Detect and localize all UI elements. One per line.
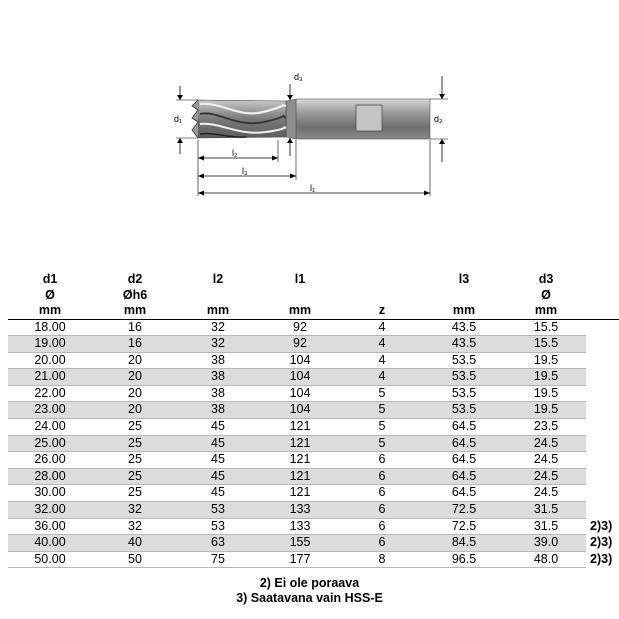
table-cell: 28.00 bbox=[8, 468, 92, 485]
table-cell: 43.5 bbox=[422, 319, 506, 336]
table-cell: 6 bbox=[342, 518, 422, 535]
column-header-sym: Øh6 bbox=[122, 287, 148, 302]
table-cell: 25 bbox=[92, 452, 178, 469]
row-note bbox=[586, 419, 619, 436]
table-cell: 5 bbox=[342, 402, 422, 419]
row-note bbox=[586, 435, 619, 452]
table-cell: 19.5 bbox=[506, 369, 586, 386]
table-cell: 19.5 bbox=[506, 402, 586, 419]
table-cell: 53.5 bbox=[422, 385, 506, 402]
column-header-unit: mm bbox=[178, 303, 258, 319]
table-cell: 177 bbox=[258, 551, 342, 568]
table-cell: 36.00 bbox=[8, 518, 92, 535]
table-cell: 75 bbox=[178, 551, 258, 568]
row-note bbox=[586, 369, 619, 386]
column-header-name: d3 bbox=[538, 272, 554, 286]
table-cell: 38 bbox=[178, 369, 258, 386]
table-cell: 15.5 bbox=[506, 336, 586, 353]
table-cell: 4 bbox=[342, 352, 422, 369]
table-row bbox=[8, 419, 619, 436]
table-cell: 24.5 bbox=[506, 468, 586, 485]
table-cell: 96.5 bbox=[422, 551, 506, 568]
table-row bbox=[8, 402, 619, 419]
row-note: 2)3) bbox=[586, 551, 619, 568]
table-cell: 45 bbox=[178, 435, 258, 452]
table-cell: 121 bbox=[258, 468, 342, 485]
table-cell: 23.5 bbox=[506, 419, 586, 436]
table-cell: 25 bbox=[92, 468, 178, 485]
table-cell: 45 bbox=[178, 468, 258, 485]
table-cell: 25 bbox=[92, 485, 178, 502]
table-cell: 40 bbox=[92, 535, 178, 552]
table-cell: 24.5 bbox=[506, 435, 586, 452]
table-cell: 20 bbox=[92, 369, 178, 386]
table-cell: 64.5 bbox=[422, 435, 506, 452]
table-cell: 121 bbox=[258, 452, 342, 469]
table-cell: 20.00 bbox=[8, 352, 92, 369]
table-cell: 104 bbox=[258, 352, 342, 369]
row-note bbox=[586, 336, 619, 353]
header-symbol-row bbox=[8, 288, 619, 304]
table-row bbox=[8, 452, 619, 469]
row-note: 2)3) bbox=[586, 535, 619, 552]
footnote: 3) Saatavana vain HSS-E bbox=[236, 591, 383, 605]
table-cell: 53 bbox=[178, 518, 258, 535]
table-row bbox=[8, 535, 619, 552]
row-note bbox=[586, 402, 619, 419]
table-cell: 8 bbox=[342, 551, 422, 568]
table-cell: 53.5 bbox=[422, 369, 506, 386]
table-cell: 32 bbox=[178, 319, 258, 336]
table-cell: 38 bbox=[178, 385, 258, 402]
table-cell: 45 bbox=[178, 452, 258, 469]
table-cell: 53 bbox=[178, 502, 258, 519]
table-cell: 121 bbox=[258, 485, 342, 502]
table-row bbox=[8, 502, 619, 519]
table-cell: 121 bbox=[258, 419, 342, 436]
row-note: 2)3) bbox=[586, 518, 619, 535]
l2-label: l₂ bbox=[232, 148, 238, 158]
table-row bbox=[8, 369, 619, 386]
table-cell: 39.0 bbox=[506, 535, 586, 552]
table-cell: 64.5 bbox=[422, 419, 506, 436]
table-cell: 5 bbox=[342, 419, 422, 436]
table-cell: 40.00 bbox=[8, 535, 92, 552]
column-header-unit: mm bbox=[506, 303, 586, 319]
table-cell: 31.5 bbox=[506, 502, 586, 519]
table-cell: 72.5 bbox=[422, 502, 506, 519]
table-cell: 38 bbox=[178, 352, 258, 369]
table-cell: 5 bbox=[342, 435, 422, 452]
column-header-unit: mm bbox=[258, 303, 342, 319]
table-cell: 16 bbox=[92, 319, 178, 336]
table-cell: 32 bbox=[178, 336, 258, 353]
table-cell: 19.00 bbox=[8, 336, 92, 353]
table-cell: 23.00 bbox=[8, 402, 92, 419]
table-cell: 104 bbox=[258, 402, 342, 419]
row-note bbox=[586, 385, 619, 402]
table-cell: 53.5 bbox=[422, 402, 506, 419]
column-header-sym bbox=[258, 288, 342, 304]
table-cell: 155 bbox=[258, 535, 342, 552]
table-cell: 32 bbox=[92, 502, 178, 519]
table-row bbox=[8, 319, 619, 336]
column-header-sym bbox=[586, 288, 619, 304]
table-cell: 6 bbox=[342, 485, 422, 502]
neck bbox=[286, 99, 296, 139]
column-header-unit: z bbox=[342, 303, 422, 319]
table-row bbox=[8, 336, 619, 353]
table-cell: 45 bbox=[178, 485, 258, 502]
column-header-unit: mm bbox=[92, 303, 178, 319]
table-cell: 45 bbox=[178, 419, 258, 436]
table-cell: 15.5 bbox=[506, 319, 586, 336]
row-note bbox=[586, 352, 619, 369]
l1-label: l₁ bbox=[310, 183, 316, 193]
row-note bbox=[586, 319, 619, 336]
column-header-name: d2 bbox=[127, 272, 143, 286]
d2-label: d₂ bbox=[434, 114, 443, 124]
table-cell: 32.00 bbox=[8, 502, 92, 519]
table-cell: 104 bbox=[258, 369, 342, 386]
spec-table-body bbox=[8, 319, 619, 568]
table-row bbox=[8, 485, 619, 502]
column-header-sym bbox=[342, 288, 422, 304]
table-cell: 22.00 bbox=[8, 385, 92, 402]
table-cell: 18.00 bbox=[8, 319, 92, 336]
table-cell: 31.5 bbox=[506, 518, 586, 535]
table-cell: 104 bbox=[258, 385, 342, 402]
column-header-sym bbox=[178, 288, 258, 304]
table-cell: 63 bbox=[178, 535, 258, 552]
table-cell: 64.5 bbox=[422, 485, 506, 502]
row-note bbox=[586, 502, 619, 519]
table-cell: 50 bbox=[92, 551, 178, 568]
d3-label: d₃ bbox=[294, 72, 303, 82]
table-cell: 43.5 bbox=[422, 336, 506, 353]
table-cell: 53.5 bbox=[422, 352, 506, 369]
column-header-name: l3 bbox=[458, 272, 470, 286]
table-row bbox=[8, 352, 619, 369]
table-cell: 64.5 bbox=[422, 452, 506, 469]
table-cell: 6 bbox=[342, 452, 422, 469]
header-name-row bbox=[8, 272, 619, 288]
column-header-sym: Ø bbox=[541, 287, 551, 302]
table-row bbox=[8, 551, 619, 568]
table-cell: 64.5 bbox=[422, 468, 506, 485]
table-cell: 6 bbox=[342, 502, 422, 519]
column-header-name bbox=[586, 272, 619, 288]
table-cell: 24.5 bbox=[506, 485, 586, 502]
table-cell: 4 bbox=[342, 369, 422, 386]
table-cell: 133 bbox=[258, 518, 342, 535]
table-cell: 6 bbox=[342, 535, 422, 552]
table-cell: 20 bbox=[92, 352, 178, 369]
table-row bbox=[8, 468, 619, 485]
l3-label: l₃ bbox=[242, 166, 248, 176]
table-cell: 72.5 bbox=[422, 518, 506, 535]
footnotes bbox=[0, 576, 619, 606]
table-cell: 92 bbox=[258, 336, 342, 353]
table-cell: 25.00 bbox=[8, 435, 92, 452]
table-cell: 30.00 bbox=[8, 485, 92, 502]
column-header-name: l2 bbox=[212, 272, 224, 286]
table-cell: 24.5 bbox=[506, 452, 586, 469]
table-row bbox=[8, 518, 619, 535]
d1-label: d₁ bbox=[174, 114, 183, 124]
table-cell: 19.5 bbox=[506, 385, 586, 402]
shank-flat bbox=[356, 105, 382, 131]
table-cell: 26.00 bbox=[8, 452, 92, 469]
table-cell: 38 bbox=[178, 402, 258, 419]
column-header-name: l1 bbox=[294, 272, 306, 286]
table-cell: 25 bbox=[92, 435, 178, 452]
footnote: 2) Ei ole poraava bbox=[259, 576, 360, 590]
table-row bbox=[8, 435, 619, 452]
table-cell: 92 bbox=[258, 319, 342, 336]
spec-table bbox=[8, 272, 619, 568]
column-header-sym bbox=[422, 288, 506, 304]
table-cell: 5 bbox=[342, 385, 422, 402]
column-header-name: d1 bbox=[42, 272, 58, 286]
column-header-sym: Ø bbox=[45, 287, 55, 302]
column-header-name bbox=[342, 272, 422, 288]
table-cell: 6 bbox=[342, 468, 422, 485]
table-cell: 24.00 bbox=[8, 419, 92, 436]
column-header-unit: mm bbox=[422, 303, 506, 319]
table-cell: 21.00 bbox=[8, 369, 92, 386]
table-cell: 25 bbox=[92, 419, 178, 436]
table-cell: 50.00 bbox=[8, 551, 92, 568]
table-row bbox=[8, 385, 619, 402]
end-mill-drawing bbox=[168, 62, 458, 202]
table-cell: 19.5 bbox=[506, 352, 586, 369]
table-cell: 16 bbox=[92, 336, 178, 353]
table-cell: 20 bbox=[92, 385, 178, 402]
column-header-unit: mm bbox=[8, 303, 92, 319]
table-cell: 4 bbox=[342, 319, 422, 336]
row-note bbox=[586, 468, 619, 485]
header-unit-row bbox=[8, 303, 619, 319]
row-note bbox=[586, 452, 619, 469]
table-cell: 84.5 bbox=[422, 535, 506, 552]
table-cell: 121 bbox=[258, 435, 342, 452]
table-cell: 32 bbox=[92, 518, 178, 535]
row-note bbox=[586, 485, 619, 502]
table-cell: 20 bbox=[92, 402, 178, 419]
table-cell: 48.0 bbox=[506, 551, 586, 568]
table-cell: 133 bbox=[258, 502, 342, 519]
table-cell: 4 bbox=[342, 336, 422, 353]
column-header-unit bbox=[586, 303, 619, 319]
